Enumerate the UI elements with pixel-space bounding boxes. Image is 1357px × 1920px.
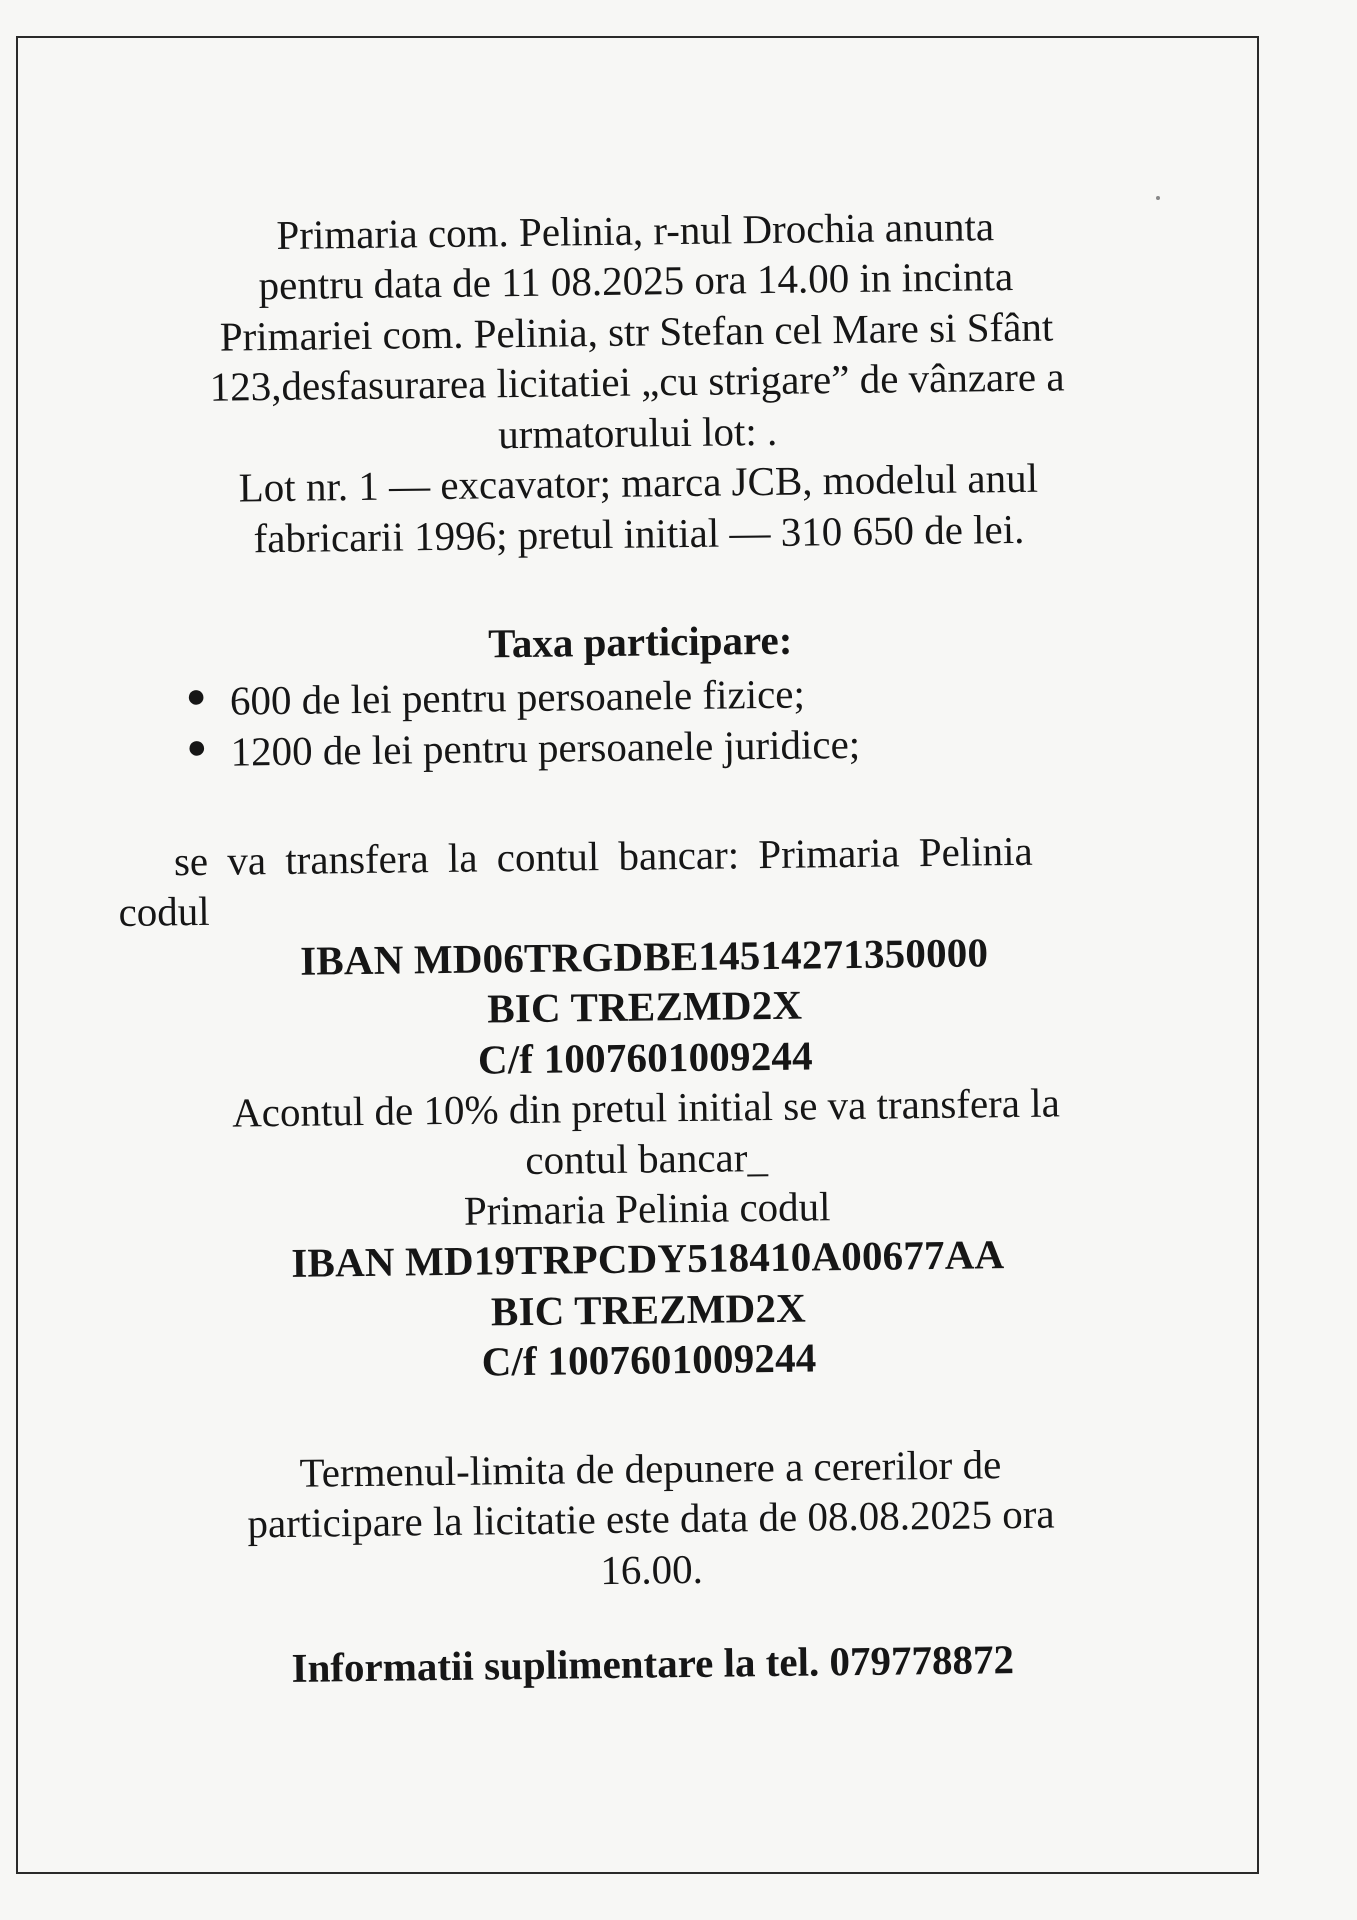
- deposit-line: Acontul de 10% din pretul initial se va transfera la: [231, 1079, 1061, 1136]
- deadline-line: Termenul-limita de depunere a cererilor de: [299, 1440, 1002, 1496]
- intro-line: Primariei com. Pelinia, str Stefan cel Mare si Sfânt: [219, 303, 1054, 360]
- intro-line: pentru data de 11 08.2025 ora 14.00 in incinta: [258, 253, 1014, 309]
- announcement-body: [110, 199, 1178, 1695]
- fees-list: [116, 665, 1167, 779]
- transfer-line: codul: [118, 888, 210, 936]
- contact-line: Informatii suplimentare la tel. 079778872: [291, 1636, 1015, 1691]
- lot-line: fabricarii 1996; pretul initial — 310 650 de lei.: [253, 505, 1025, 561]
- fiscal-code: C/f 1007601009244: [481, 1334, 817, 1385]
- intro-line: 123,desfasurarea licitatiei „cu strigare” de vânzare a: [209, 353, 1065, 411]
- deposit-paragraph: [121, 1076, 1173, 1240]
- intro-line: urmatorului lot: .: [497, 407, 778, 457]
- lot-line: Lot nr. 1 — excavator; marca JCB, modelul anul: [238, 454, 1039, 511]
- fee-item-text: 1200 de lei pentru persoanele juridice;: [230, 721, 861, 775]
- transfer-line: se va transfera la contul bancar: Primaria Pelinia: [173, 827, 1033, 885]
- fiscal-code: C/f 1007601009244: [477, 1032, 814, 1083]
- bic-code: BIC TREZMD2X: [490, 1284, 807, 1335]
- fee-item-text: 600 de lei pentru persoanele fizice;: [229, 670, 806, 724]
- fees-heading: Taxa participare:: [487, 616, 793, 667]
- deadline-line: participare la licitatie este data de 08.08.2025 ora: [247, 1490, 1055, 1547]
- bullet-icon: ●: [185, 678, 207, 716]
- intro-line: Primaria com. Pelinia, r-nul Drochia anunta: [276, 203, 995, 258]
- intro-paragraph: [110, 199, 1164, 565]
- deadline-line: 16.00.: [600, 1545, 704, 1593]
- bullet-icon: ●: [186, 729, 208, 767]
- deposit-line: Primaria Pelinia codul: [463, 1183, 831, 1234]
- bic-code: BIC TREZMD2X: [487, 981, 803, 1032]
- transfer-paragraph: [118, 824, 1169, 938]
- deposit-line: contul bancar_: [525, 1133, 769, 1183]
- iban-code: IBAN MD06TRGDBE14514271350000: [299, 929, 989, 984]
- iban-code: IBAN MD19TRPCDY518410A00677AA: [291, 1231, 1005, 1287]
- deadline-paragraph: [125, 1437, 1177, 1601]
